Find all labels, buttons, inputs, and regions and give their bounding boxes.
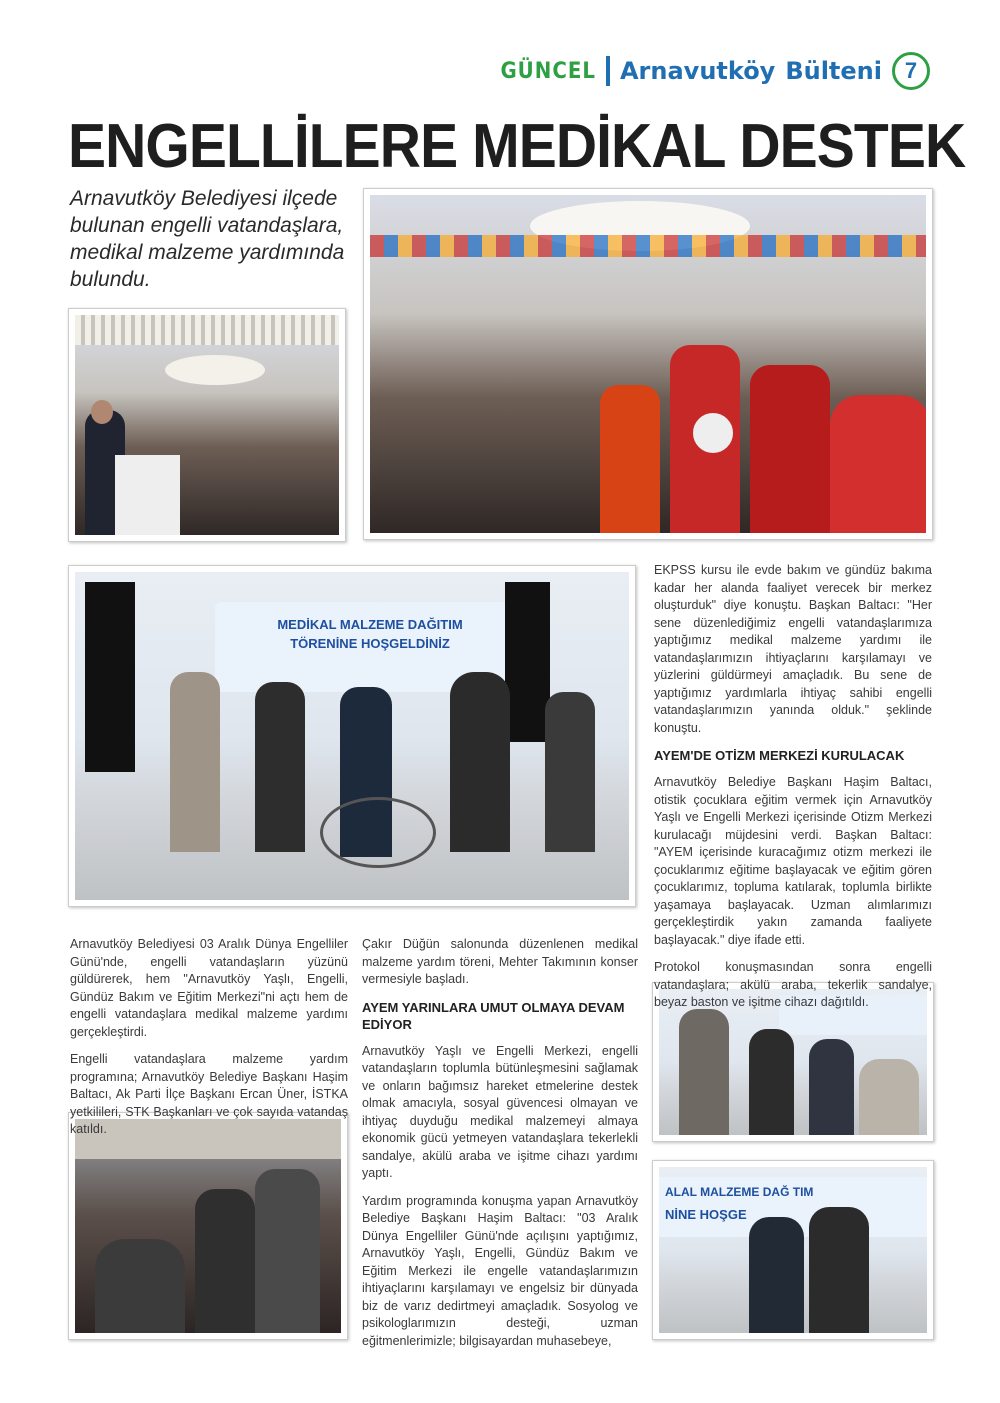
photo-wheelchair-ceremony xyxy=(68,565,636,907)
photo-scene xyxy=(75,315,339,535)
photo-scene xyxy=(659,1167,927,1333)
photo-handover xyxy=(652,1160,934,1340)
publication-name: Arnavutköy xyxy=(619,57,776,85)
banner-line-1: MEDİKAL MALZEME DAĞITIM xyxy=(277,617,463,632)
subheading: AYEM'DE OTİZM MERKEZİ KURULACAK xyxy=(654,748,905,763)
subheading: AYEM YARINLARA UMUT OLMAYA DEVAM EDİYOR xyxy=(362,999,625,1032)
article-column-1 xyxy=(70,936,348,1149)
photo-mehter-band xyxy=(363,188,933,540)
publication-name-suffix: Bülteni xyxy=(785,57,882,85)
section-label: GÜNCEL xyxy=(500,58,596,84)
paragraph: Engelli vatandaşlara malzeme yardım programına; Arnavutköy Belediye Başkanı Haşim Baltacı, Ak Parti İlçe Başkanı Ercan Üner, İSTKA yetkilileri, STK Başkanları ve çok sayıda vatandaş katıldı. xyxy=(70,1052,348,1136)
paragraph: Arnavutköy Belediyesi 03 Aralık Dünya Engelliler Günü'nde, engelli vatandaşların yüzünü güldürerek, hem "Arnavutköy Yaşlı, Engelli, Gündüz Bakım ve Eğitim Merkezi"ni açtı hem de engelli vatandaşlara medikal malzeme yardımı gerçekleştirdi. xyxy=(70,937,348,1039)
photo-scene xyxy=(75,1119,341,1333)
banner-line-2: TÖRENİNE HOŞGELDİNİZ xyxy=(290,636,450,651)
page-number: 7 xyxy=(892,52,930,90)
small-banner-text: ALAL MALZEME DAĞ TIM xyxy=(665,1185,814,1199)
paragraph: Çakır Düğün salonunda düzenlenen medikal malzeme yardım töreni, Mehter Takımının konser vermesiyle başladı. xyxy=(362,937,638,986)
photo-scene xyxy=(370,195,926,533)
article-column-2 xyxy=(362,936,638,1360)
photo-scene xyxy=(75,572,629,900)
page-header xyxy=(500,50,930,92)
paragraph: Arnavutköy Belediye Başkanı Haşim Baltacı, otistik çocuklara eğitim vermek için Arnavutköy Yaşlı ve Engelli Merkezi içerisinde Otizm Merkezi kurulacağı müjdesini verdi. Başkan Baltacı: "AYEM içerisinde kuracağımız otizm merkezi ile çocuklarımız eğitime başlayacak ve eğitim gören çocuklarımız, topluma katılarak, toplumla birlikte yaşamaya başlayacak. Uzman alımlarımızı gerçekleştirdik yakın zamanda faaliyete başlayacak." diye ifade etti. xyxy=(654,775,932,947)
small-banner-text-2: NİNE HOŞGE xyxy=(665,1207,747,1222)
article-title: ENGELLİLERE MEDİKAL DESTEK xyxy=(68,112,966,181)
paragraph: EKPSS kursu ile evde bakım ve gündüz bakıma kadar her alanda faaliyet verecek bir merkez oluşturduk" diye konuştu. Başkan Baltacı: "Her sene düzenlediğimiz engelli vatandaşlarımıza yaptığımız medikal malzeme yardımı ile vatandaşlarımızın ihtiyaçlarını karşılamayı ve yüzlerini güldürmeyi amaçladık. Bu sene de yaptığımız yardımlarla ihtiyaç sahibi engelli vatandaşlarımızın yanında olduk." şeklinde konuştu. xyxy=(654,563,932,735)
paragraph: Protokol konuşmasından sonra engelli vatandaşlara; akülü araba, tekerlik sandalye, beyaz baston ve işitme cihazı dağıtıldı. xyxy=(654,960,932,1009)
header-divider xyxy=(606,56,610,86)
article-lede: Arnavutköy Belediyesi ilçede bulunan engelli vatandaşlara, medikal malzeme yardımında bulundu. xyxy=(70,187,345,291)
paragraph: Arnavutköy Yaşlı ve Engelli Merkezi, engelli vatandaşların toplumla bütünleşmesini sağlamak ve onların bağımsız hareket etmelerine destek olmak amacıyla, sosyal güvencesi olmayan ve ihtiyaç duyduğu medikal malzemeyi almaya ekonomik gücü yetmeyen vatandaşlara tekerlekli sandalye, akülü araba ve işitme cihazı yardımı yaptı. xyxy=(362,1043,638,1180)
article-column-3 xyxy=(654,562,932,1022)
paragraph: Yardım programında konuşma yapan Arnavutköy Belediye Başkanı Haşim Baltacı: "03 Aralık Dünya Engelliler Günü'nde açılışını yaptığımız, Arnavutköy Yaşlı, Engelli, Gündüz Bakım ve Eğitim Merkezi ile engelle vatandaşlarımızın ihtiyaçlarını karşılamayı ve engelsiz bir dünyada biz de varız dedirtmeyi amaçladık. Sosyolog ve psikologlarımızın desteği, uzman eğitmenlerimizle; bilgisayardan muhasebeye, xyxy=(362,1193,638,1348)
photo-speaker-podium xyxy=(68,308,346,542)
